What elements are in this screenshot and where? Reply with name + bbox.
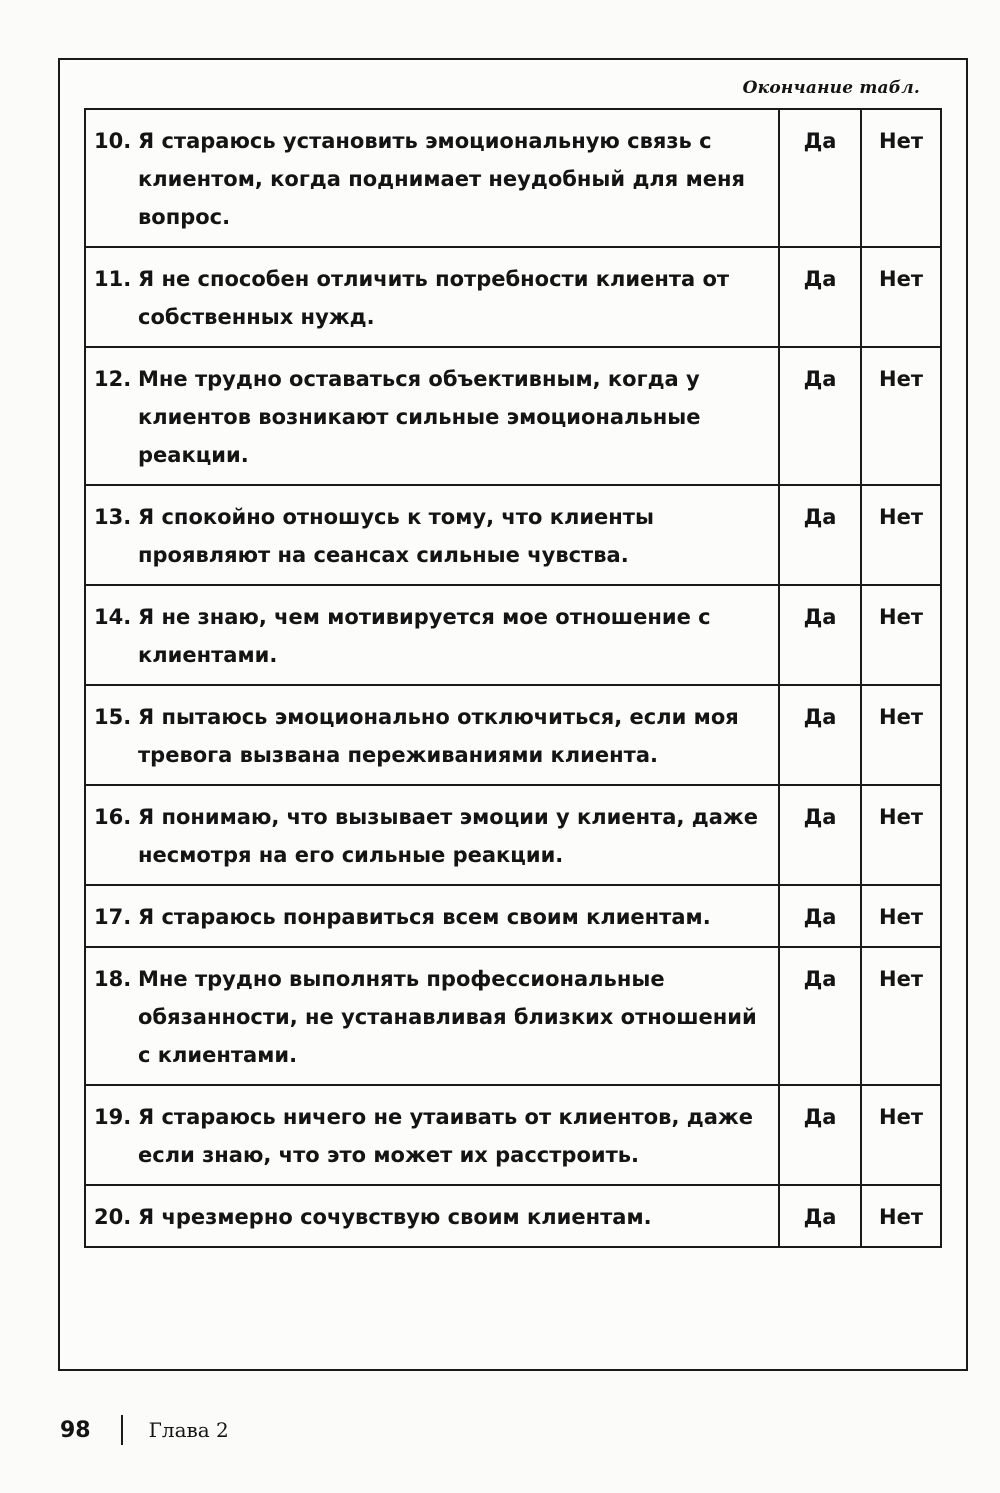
table-row [85, 785, 941, 885]
answer-yes[interactable]: Да [779, 247, 861, 347]
question-number: 12. [94, 367, 132, 391]
question-text: Я не знаю, чем мотивируется мое отношение с клиентами. [138, 605, 711, 667]
table-row [85, 1185, 941, 1247]
question-number: 11. [94, 267, 132, 291]
footer-divider [121, 1415, 123, 1445]
question-text: Я стараюсь ничего не утаивать от клиентов, даже если знаю, что это может их расстроить. [138, 1105, 754, 1167]
chapter-label: Глава 2 [148, 1418, 229, 1442]
question-number: 17. [94, 905, 132, 929]
question-cell [85, 109, 779, 247]
answer-no[interactable]: Нет [861, 485, 941, 585]
answer-yes[interactable]: Да [779, 485, 861, 585]
answer-yes[interactable]: Да [779, 1185, 861, 1247]
table-row [85, 1085, 941, 1185]
answer-no[interactable]: Нет [861, 585, 941, 685]
question-number: 15. [94, 705, 132, 729]
question-text: Я понимаю, что вызывает эмоции у клиента, даже несмотря на его сильные реакции. [138, 805, 759, 867]
question-cell [85, 347, 779, 485]
answer-yes[interactable]: Да [779, 785, 861, 885]
table-row [85, 585, 941, 685]
question-number: 13. [94, 505, 132, 529]
page-number: 98 [60, 1417, 91, 1443]
table-row [85, 485, 941, 585]
question-cell [85, 1185, 779, 1247]
question-number: 10. [94, 129, 132, 153]
answer-yes[interactable]: Да [779, 347, 861, 485]
question-number: 18. [94, 967, 132, 991]
answer-yes[interactable]: Да [779, 947, 861, 1085]
answer-no[interactable]: Нет [861, 685, 941, 785]
question-text: Я не способен отличить потребности клиента от собственных нужд. [138, 267, 730, 329]
answer-no[interactable]: Нет [861, 109, 941, 247]
answer-yes[interactable]: Да [779, 585, 861, 685]
question-cell [85, 585, 779, 685]
questionnaire-table [84, 108, 942, 1248]
question-cell [85, 485, 779, 585]
question-cell [85, 947, 779, 1085]
question-number: 19. [94, 1105, 132, 1129]
question-text: Мне трудно оставаться объективным, когда у клиентов возникают сильные эмоциональные реакции. [138, 367, 701, 467]
answer-yes[interactable]: Да [779, 109, 861, 247]
question-text: Я стараюсь установить эмоциональную связь с клиентом, когда поднимает неудобный для меня вопрос. [138, 129, 745, 229]
answer-no[interactable]: Нет [861, 947, 941, 1085]
question-number: 20. [94, 1205, 132, 1229]
question-text: Я чрезмерно сочувствую своим клиентам. [138, 1205, 652, 1229]
answer-no[interactable]: Нет [861, 247, 941, 347]
answer-no[interactable]: Нет [861, 1185, 941, 1247]
answer-no[interactable]: Нет [861, 885, 941, 947]
question-number: 16. [94, 805, 132, 829]
table-row [85, 347, 941, 485]
answer-no[interactable]: Нет [861, 1085, 941, 1185]
table-caption: Окончание табл. [742, 78, 920, 98]
answer-yes[interactable]: Да [779, 1085, 861, 1185]
question-text: Я спокойно отношусь к тому, что клиенты проявляют на сеансах сильные чувства. [138, 505, 654, 567]
question-text: Я стараюсь понравиться всем своим клиентам. [138, 905, 711, 929]
answer-yes[interactable]: Да [779, 685, 861, 785]
table-row [85, 885, 941, 947]
question-text: Мне трудно выполнять профессиональные обязанности, не устанавливая близких отношений с клиентами. [138, 967, 757, 1067]
table-row [85, 947, 941, 1085]
question-cell [85, 885, 779, 947]
answer-no[interactable]: Нет [861, 347, 941, 485]
answer-yes[interactable]: Да [779, 885, 861, 947]
question-cell [85, 1085, 779, 1185]
table-row [85, 109, 941, 247]
page-footer [60, 1410, 229, 1450]
question-number: 14. [94, 605, 132, 629]
question-cell [85, 685, 779, 785]
question-cell [85, 785, 779, 885]
answer-no[interactable]: Нет [861, 785, 941, 885]
question-text: Я пытаюсь эмоционально отключиться, если моя тревога вызвана переживаниями клиента. [138, 705, 739, 767]
table-row [85, 685, 941, 785]
question-cell [85, 247, 779, 347]
table-row [85, 247, 941, 347]
